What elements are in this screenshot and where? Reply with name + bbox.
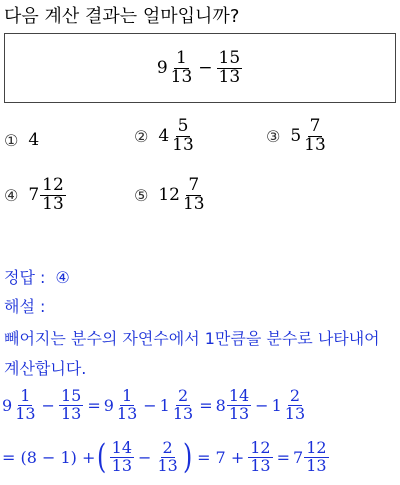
option-4-whole: 7	[28, 185, 40, 206]
option-3-whole: 5	[290, 126, 302, 147]
eq2-j-fraction	[304, 440, 328, 475]
eq2-minus: −	[138, 447, 152, 467]
question-text: 다음 계산 결과는 얼마입니까?	[4, 6, 240, 27]
eq1-minus-2: −	[143, 395, 157, 415]
option-5[interactable]	[134, 177, 208, 214]
eq2-mid: = 7 +	[197, 447, 245, 467]
option-3-mark: ③	[266, 126, 281, 146]
option-1[interactable]	[4, 130, 39, 150]
option-3-fraction	[302, 118, 328, 155]
answer-label: 정답 :	[4, 268, 46, 287]
eq1-f-whole: 1	[271, 395, 282, 415]
option-2-numerator: 5	[177, 116, 189, 136]
eq1-f-fraction	[283, 388, 307, 423]
eq2-start: = (8 − 1) +	[2, 447, 96, 467]
eq1-a-den: 13	[15, 403, 36, 423]
eq1-b-den: 13	[60, 403, 82, 423]
expression	[5, 34, 395, 102]
expr-f1-numerator: 1	[176, 47, 187, 68]
eq2-right-paren: )	[182, 437, 193, 478]
option-4-numerator: 12	[42, 175, 64, 195]
option-5-denominator: 13	[182, 193, 205, 214]
eq1-c-num: 1	[121, 386, 133, 405]
eq1-a-whole: 9	[2, 395, 13, 415]
eq1-d-whole: 1	[159, 395, 170, 415]
option-4-fraction	[40, 177, 66, 214]
option-5-whole: 12	[158, 185, 180, 206]
eq1-f-den: 13	[284, 403, 306, 423]
answer-line	[4, 265, 70, 288]
eq2-g-num: 14	[111, 438, 133, 457]
eq1-f-num: 2	[289, 386, 301, 405]
explanation-equation-1	[2, 388, 308, 423]
eq2-h-fraction	[155, 440, 179, 475]
eq1-a-num: 1	[20, 386, 31, 405]
eq1-d-fraction	[171, 388, 195, 423]
option-2-whole: 4	[158, 126, 170, 147]
option-2-denominator: 13	[172, 134, 194, 155]
eq1-c-fraction	[115, 388, 139, 423]
eq1-b-num: 15	[60, 386, 82, 405]
expr-whole: 9	[156, 58, 168, 78]
eq2-left-paren: (	[97, 437, 107, 478]
option-1-whole: 4	[28, 130, 40, 150]
eq1-equals-1: =	[87, 395, 101, 415]
eq2-j-num: 12	[306, 438, 327, 457]
eq1-e-whole: 8	[215, 395, 226, 415]
eq1-d-num: 2	[177, 386, 189, 405]
expr-fraction-2	[217, 47, 243, 87]
option-1-mark: ①	[4, 130, 19, 150]
expression-box	[4, 33, 396, 103]
expr-f1-denominator: 13	[170, 66, 193, 87]
option-2-mark: ②	[134, 126, 149, 146]
eq2-g-den: 13	[111, 455, 133, 475]
eq1-e-num: 14	[228, 386, 250, 405]
expr-minus: −	[198, 58, 213, 78]
eq2-h-den: 13	[157, 455, 178, 475]
eq2-h-num: 2	[162, 438, 173, 457]
option-2-fraction	[170, 118, 196, 155]
option-4-denominator: 13	[42, 193, 64, 214]
expr-fraction-1	[169, 47, 195, 87]
eq2-g-fraction	[110, 440, 134, 475]
eq2-j-den: 13	[306, 455, 327, 475]
explanation-equation-2	[2, 437, 330, 478]
eq2-i-num: 12	[250, 438, 271, 457]
explanation-line-1: 빼어지는 분수의 자연수에서 1만큼을 분수로 나타내어	[4, 329, 380, 348]
eq1-b-fraction	[59, 388, 83, 423]
option-3-denominator: 13	[304, 134, 326, 155]
eq1-e-fraction	[227, 388, 251, 423]
eq2-equals: =	[276, 447, 290, 467]
option-4[interactable]	[4, 177, 67, 214]
eq1-minus-3: −	[255, 395, 269, 415]
expr-f2-denominator: 13	[218, 66, 241, 87]
eq1-c-den: 13	[116, 403, 138, 423]
option-5-numerator: 7	[188, 175, 200, 195]
eq1-a-fraction	[13, 388, 37, 423]
option-5-fraction	[181, 177, 207, 214]
answer-value: ④	[55, 268, 70, 287]
explanation-label: 해설 :	[4, 297, 46, 316]
eq1-equals-2: =	[199, 395, 213, 415]
eq1-c-whole: 9	[103, 395, 114, 415]
eq2-i-fraction	[248, 440, 272, 475]
option-2[interactable]	[134, 118, 197, 155]
eq1-e-den: 13	[228, 403, 250, 423]
eq1-d-den: 13	[172, 403, 194, 423]
option-5-mark: ⑤	[134, 185, 149, 205]
option-3-numerator: 7	[309, 116, 321, 136]
expr-f2-numerator: 15	[218, 47, 241, 68]
option-4-mark: ④	[4, 185, 19, 205]
option-3[interactable]	[266, 118, 329, 155]
eq2-i-den: 13	[250, 455, 271, 475]
eq1-minus-1: −	[41, 395, 55, 415]
explanation-line-2: 계산합니다.	[4, 359, 87, 378]
eq2-j-whole: 7	[293, 447, 304, 467]
